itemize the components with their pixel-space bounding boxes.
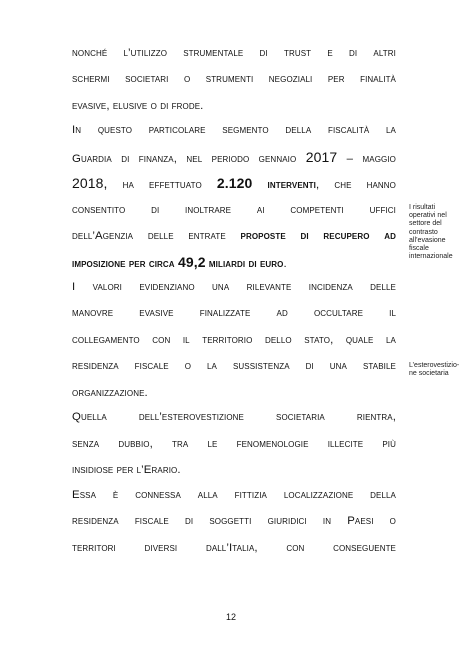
side-note-esterovestizione [409, 362, 460, 378]
paragraph-3-line-1: I valori evidenziano una rilevante incidenza delle [72, 281, 396, 293]
side-note-line: internazionale [409, 253, 453, 261]
paragraph-2-line-4: consentito di inoltrare ai competenti uffici [72, 204, 396, 216]
paragraph-1-line-2: schermi societari o strumenti negoziali per finalità [72, 73, 396, 85]
side-note-line: settore del [409, 220, 442, 228]
paragraph-4-line-2: senza dubbio, tra le fenomenologie illecite più [72, 438, 396, 450]
paragraph-1-line-1: nonché l’utilizzo strumentale di trust e di altri [72, 47, 396, 59]
side-note-results [409, 204, 457, 261]
side-note-line: fiscale [409, 245, 429, 253]
paragraph-2-line-3: 2018, ha effettuato 2.120 interventi, che hanno [72, 175, 397, 191]
paragraph-2-line-2: Guardia di finanza, nel periodo gennaio 2017 – maggio [72, 149, 396, 165]
paragraph-3-line-4: residenza fiscale o la sussistenza di una stabile [72, 360, 396, 372]
side-note-line: operativi nel [409, 212, 447, 220]
paragraph-4-line-1: Quella dell’esterovestizione societaria rientra, [72, 411, 396, 423]
paragraph-3-line-3: collegamento con il territorio dello stato, quale la [72, 334, 396, 346]
paragraph-5-line-1: Essa è connessa alla fittizia localizzazione della [72, 489, 396, 501]
paragraph-1-line-3: evasive, elusive o di frode. [72, 100, 204, 112]
page-number: 12 [225, 612, 236, 622]
paragraph-2-line-6: imposizione per circa 49,2 miliardi di euro. [72, 254, 287, 270]
paragraph-5-line-2: residenza fiscale di soggetti giuridici in Paesi o [72, 515, 396, 527]
paragraph-4-line-3: insidiose per l’Erario. [72, 464, 181, 476]
side-note-line: contrasto [409, 228, 438, 236]
side-note-line: ne societaria [409, 370, 449, 378]
side-note-line: L’esterovestizio- [409, 362, 460, 369]
paragraph-2-line-1: In questo particolare segmento della fiscalità la [72, 124, 396, 136]
paragraph-5-line-3: territori diversi dall’Italia, con conseguente [72, 542, 396, 554]
side-note-line: I risultati [409, 204, 436, 211]
side-note-line: all’evasione [409, 236, 446, 244]
paragraph-2-line-5: dell’Agenzia delle entrate proposte di recupero ad [72, 230, 396, 242]
paragraph-3-line-5: organizzazione. [72, 387, 148, 399]
paragraph-3-line-2: manovre evasive finalizzate ad occultare il [72, 307, 396, 319]
